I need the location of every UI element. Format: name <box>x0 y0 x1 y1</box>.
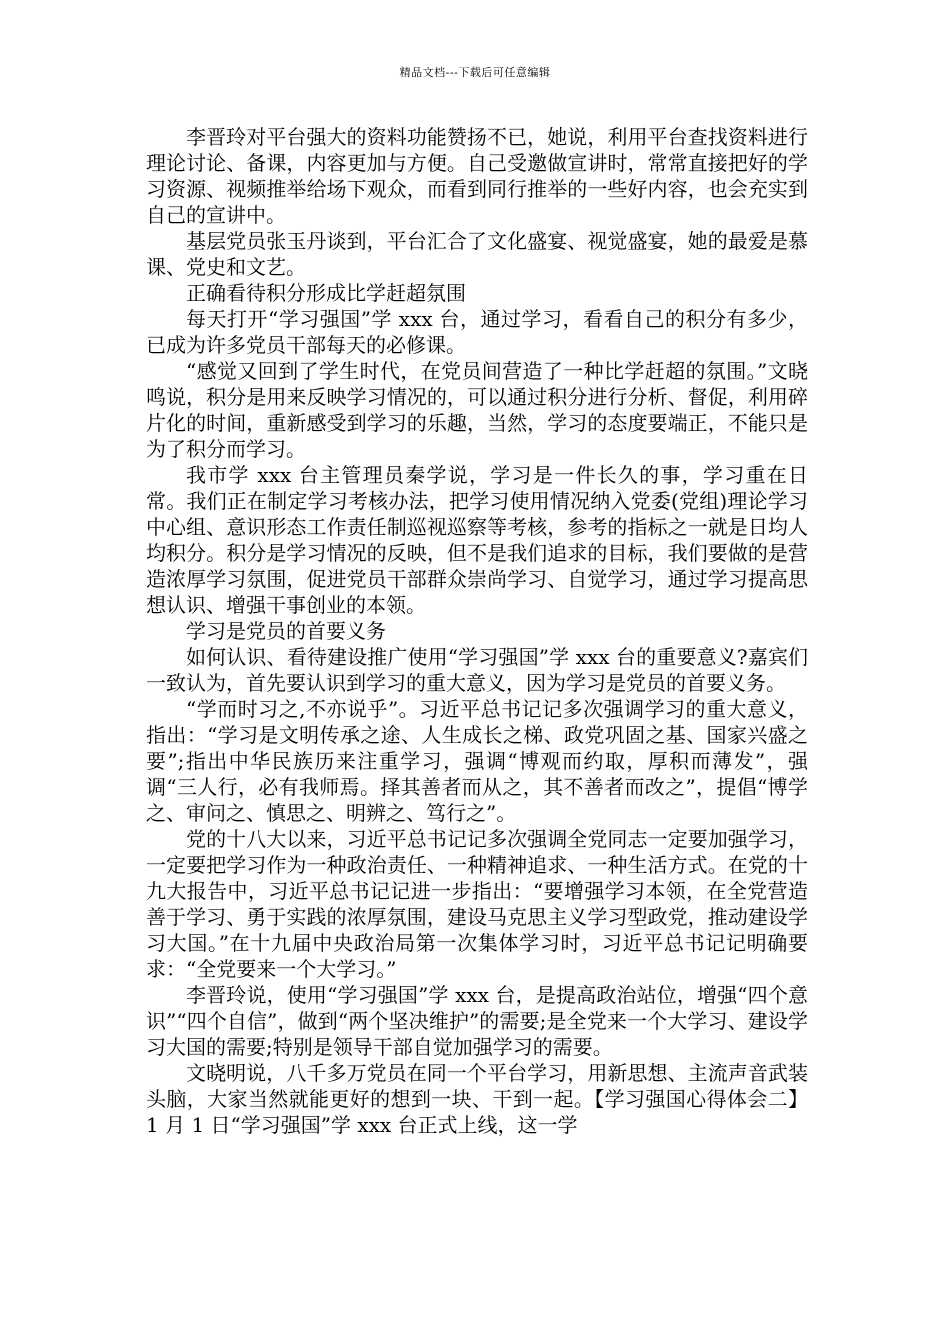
paragraph: 党的十八大以来，习近平总书记记多次强调全党同志一定要加强学习，一定要把学习作为一种政治责任、一种精神追求、一种生活方式。在党的十九大报告中，习近平总书记记进一步指出：“要增强学习本领，在全党营造善于学习、勇于实践的浓厚氛围，建设马克思主义学习型政党，推动建设学习大国。”在十九届中央政治局第一次集体学习时，习近平总书记记明确要求：“全党要来一个大学习。” <box>146 827 808 981</box>
section-heading: 学习是党员的首要义务 <box>186 619 386 643</box>
paragraph: 基层党员张玉丹谈到，平台汇合了文化盛宴、视觉盛宴，她的最爱是慕课、党史和文艺。 <box>146 229 808 279</box>
paragraph: 如何认识、看待建设推广使用“学习强国”学 xxx 台的重要意义?嘉宾们一致认为，首先要认识到学习的重大意义，因为学习是党员的首要义务。 <box>146 645 808 695</box>
paragraph: “感觉又回到了学生时代，在党员间营造了一种比学赶超的氛围。”文晓鸣说，积分是用来反映学习情况的，可以通过积分进行分析、督促，利用碎片化的时间，重新感受到学习的乐趣，当然，学习的态度要端正，不能只是为了积分而学习。 <box>146 359 808 461</box>
paragraph: 文晓明说，八千多万党员在同一个平台学习，用新思想、主流声音武装头脑，大家当然就能更好的想到一块、干到一起。【学习强国心得体会二】1 月 1 日“学习强国”学 xxx 台正式上线，这一学 <box>146 1061 808 1137</box>
document-body <box>146 124 808 1138</box>
page-header: 精品文档---下载后可任意编辑 <box>399 66 551 79</box>
paragraph: 李晋玲对平台强大的资料功能赞扬不已，她说，利用平台查找资料进行理论讨论、备课，内容更加与方便。自己受邀做宣讲时，常常直接把好的学习资源、视频推举给场下观众，而看到同行推举的一些好内容，也会充实到自己的宣讲中。 <box>146 125 808 227</box>
section-heading: 正确看待积分形成比学赶超氛围 <box>186 281 466 305</box>
paragraph: 每天打开“学习强国”学 xxx 台，通过学习，看看自己的积分有多少，已成为许多党员干部每天的必修课。 <box>146 307 808 357</box>
paragraph: 我市学 xxx 台主管理员秦学说，学习是一件长久的事，学习重在日常。我们正在制定学习考核办法，把学习使用情况纳入党委(党组)理论学习中心组、意识形态工作责任制巡视巡察等考核，参考的指标之一就是日均人均积分。积分是学习情况的反映，但不是我们追求的目标，我们要做的是营造浓厚学习氛围，促进党员干部群众崇尚学习、自觉学习，通过学习提高思想认识、增强干事创业的本领。 <box>146 463 808 617</box>
paragraph: “学而时习之,不亦说乎”。习近平总书记记多次强调学习的重大意义，指出：“学习是文明传承之途、人生成长之梯、政党巩固之基、国家兴盛之要”;指出中华民族历来注重学习，强调“博观而约取，厚积而薄发”，强调“三人行，必有我师焉。择其善者而从之，其不善者而改之”，提倡“博学之、审问之、慎思之、明辨之、笃行之”。 <box>146 697 808 825</box>
paragraph: 李晋玲说，使用“学习强国”学 xxx 台，是提高政治站位，增强“四个意识”“四个自信”，做到“两个坚决维护”的需要;是全党来一个大学习、建设学习大国的需要;特别是领导干部自觉加强学习的需要。 <box>146 983 808 1059</box>
